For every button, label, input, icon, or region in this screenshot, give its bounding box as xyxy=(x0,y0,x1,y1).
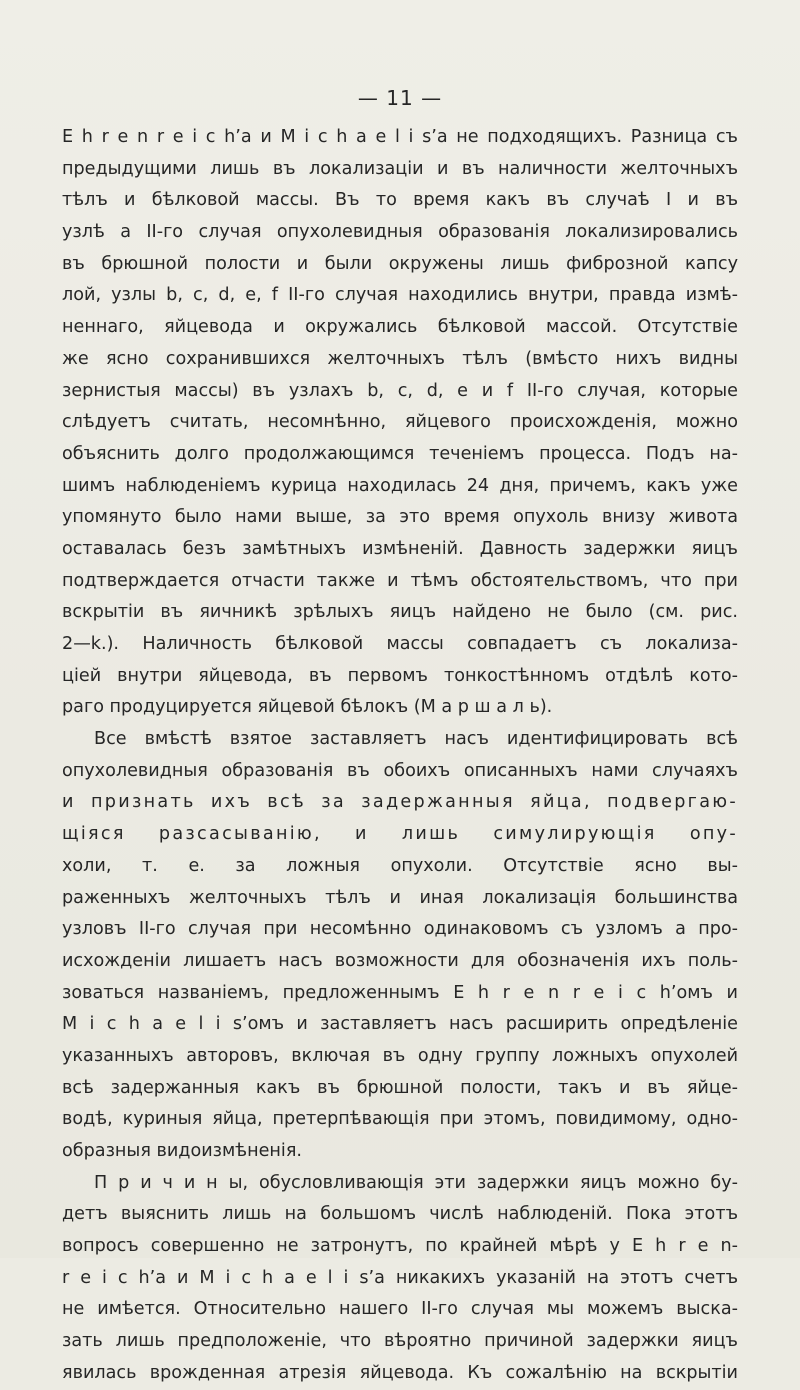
text-line: узлѣ а II-го случая опухолевидныя образованія локализировались xyxy=(62,222,738,243)
text-line: лой, узлы b, c, d, e, f II-го случая находились внутри, правда измѣ- xyxy=(62,285,738,306)
text-line: неннаго, яйцевода и окружались бѣлковой массой. Отсутствіе xyxy=(62,317,738,338)
text-line: M i c h a e l i s’омъ и заставляетъ насъ расширить опредѣленіе xyxy=(62,1014,738,1035)
text-line: водѣ, куриныя яйца, претерпѣвающія при этомъ, повидимому, одно- xyxy=(62,1109,738,1130)
text-line: слѣдуетъ считать, несомнѣнно, яйцевого происхожденія, можно xyxy=(62,412,738,433)
text-line: образныя видоизмѣненія. xyxy=(62,1141,302,1161)
text-line: тѣлъ и бѣлковой массы. Въ то время какъ въ случаѣ I и въ xyxy=(62,190,738,211)
text-line: и признать ихъ всѣ за задержанныя яйца, подвергаю- xyxy=(62,792,738,813)
text-line: подтверждается отчасти также и тѣмъ обстоятельствомъ, что при xyxy=(62,570,738,591)
text-line: Все вмѣстѣ взятое заставляетъ насъ идентифицировать всѣ xyxy=(94,729,738,750)
text-line: объяснить долго продолжающимся теченіемъ процесса. Подъ на- xyxy=(62,443,738,464)
text-line: опухолевидныя образованія въ обоихъ описанныхъ нами случаяхъ xyxy=(62,760,738,781)
text-line: предыдущими лишь въ локализаціи и въ наличности желточныхъ xyxy=(62,158,738,179)
text-line: детъ выяснить лишь на большомъ числѣ наблюденій. Пока этотъ xyxy=(62,1204,738,1225)
text-line: всѣ задержанныя какъ въ брюшной полости, такъ и въ яйце- xyxy=(62,1077,738,1098)
text-line: въ брюшной полости и были окружены лишь фиброзной капсу xyxy=(62,253,738,274)
text-line: вскрытіи въ яичникѣ зрѣлыхъ яицъ найдено не было (см. рис. xyxy=(62,602,738,623)
body-text xyxy=(62,122,738,1390)
text-line: ціей внутри яйцевода, въ первомъ тонкостѣнномъ отдѣлѣ кото- xyxy=(62,665,738,686)
text-line: узловъ II-го случая при несомѣнно одинаковомъ съ узломъ а про- xyxy=(62,919,738,940)
text-line: вопросъ совершенно не затронутъ, по крайней мѣрѣ у E h r e n- xyxy=(62,1236,738,1257)
text-line: раго продуцируется яйцевой бѣлокъ (М а р ш а л ь). xyxy=(62,697,553,718)
text-line: не имѣется. Относительно нашего II-го случая мы можемъ выска- xyxy=(62,1299,738,1320)
text-line: упомянуто было нами выше, за это время опухоль внизу живота xyxy=(62,507,738,528)
text-line: E h r e n r e i c h’a и M i c h a e l i s’a не подходящихъ. Разница съ xyxy=(62,127,738,147)
text-line: же ясно сохранившихся желточныхъ тѣлъ (вмѣсто нихъ видны xyxy=(62,348,738,369)
text-line: указанныхъ авторовъ, включая въ одну группу ложныхъ опухолей xyxy=(62,1045,738,1066)
text-line: явилась врожденная атрезія яйцевода. Къ сожалѣнію на вскрытіи xyxy=(62,1362,738,1383)
text-line: 2—k.). Наличность бѣлковой массы совпадаетъ съ локализа- xyxy=(62,634,738,654)
text-line: зоваться названіемъ, предложеннымъ E h r e n r e i c h’омъ и xyxy=(62,982,738,1003)
text-line: зернистыя массы) въ узлахъ b, c, d, e и f II-го случая, которые xyxy=(62,380,738,401)
text-line: щіяся разсасыванію, и лишь симулирующія опу- xyxy=(62,824,738,845)
text-line: оставалась безъ замѣтныхъ измѣненій. Давность задержки яицъ xyxy=(62,538,738,559)
text-line: r e i c h’a и M i c h a e l i s’a никакихъ указаній на этотъ счетъ xyxy=(62,1267,738,1288)
text-line: шимъ наблюденіемъ курица находилась 24 дня, причемъ, какъ уже xyxy=(62,475,738,496)
text-line: исхожденіи лишаетъ насъ возможности для обозначенія ихъ поль- xyxy=(62,950,738,971)
text-line: холи, т. е. за ложныя опухоли. Отсутствіе ясно вы- xyxy=(62,855,738,876)
text-line: раженныхъ желточныхъ тѣлъ и иная локализація большинства xyxy=(62,887,738,908)
page-number: — 11 — xyxy=(357,86,443,110)
text-line: зать лишь предположеніе, что вѣроятно причиной задержки яицъ xyxy=(62,1331,738,1352)
text-line: П р и ч и н ы, обусловливающія эти задержки яицъ можно бу- xyxy=(94,1172,738,1193)
